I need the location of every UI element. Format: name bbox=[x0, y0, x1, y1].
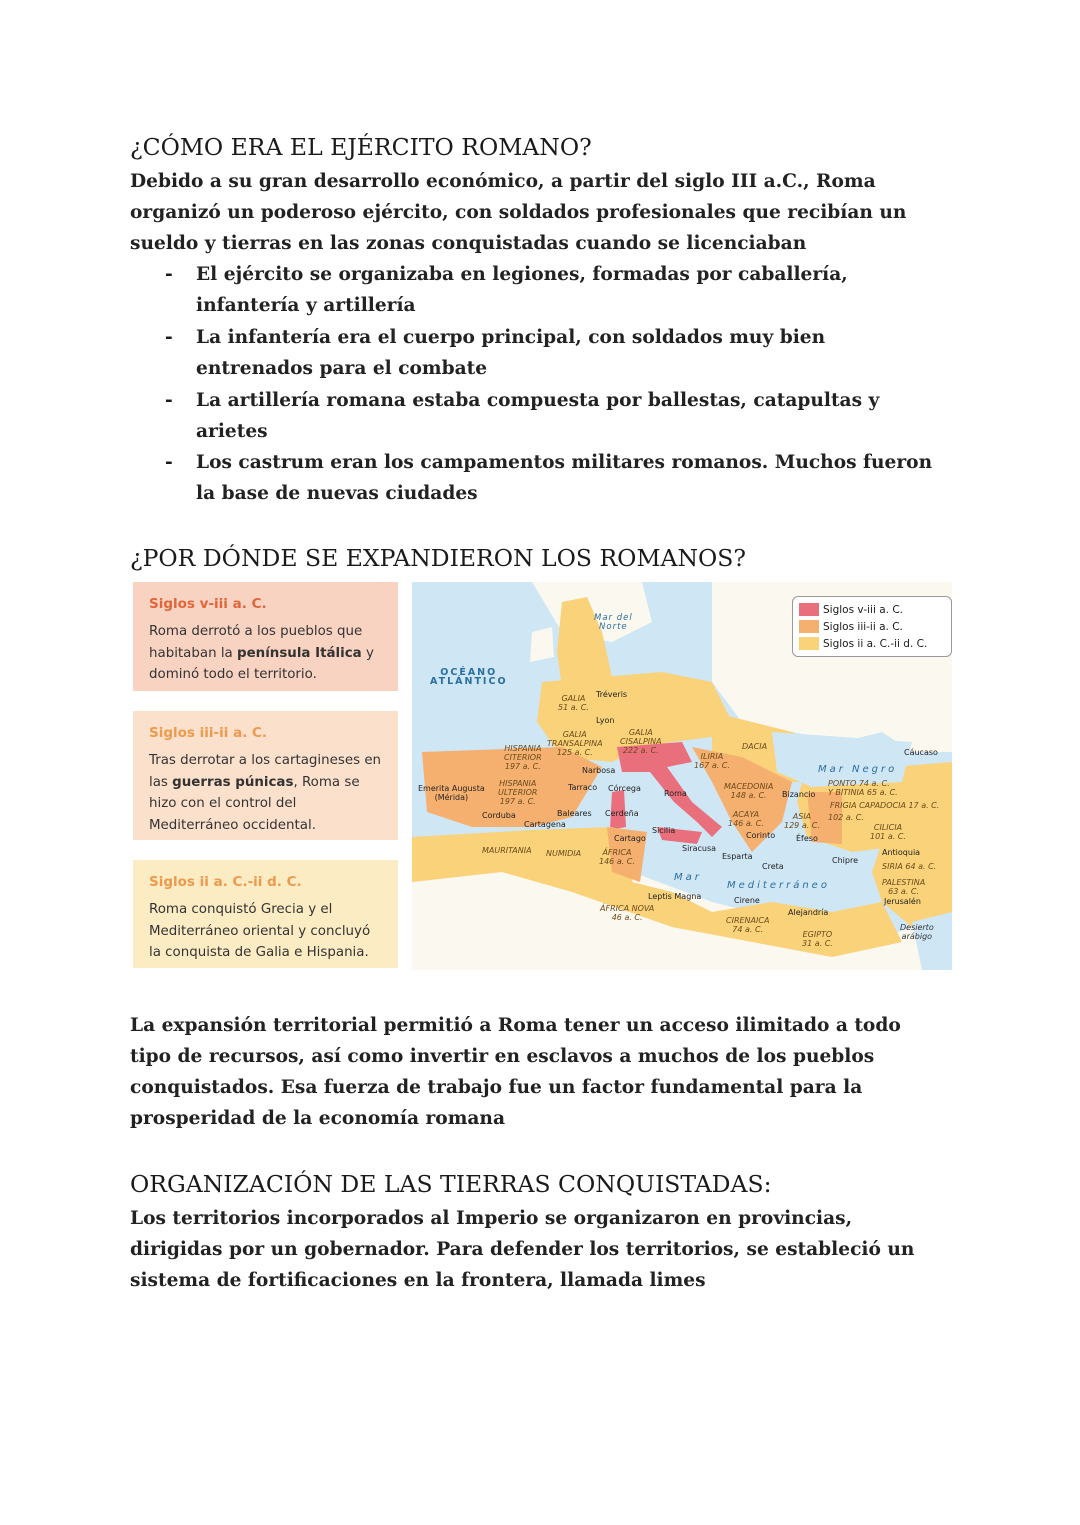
period-title: Siglos ii a. C.-ii d. C. bbox=[149, 874, 302, 890]
paragraph-line: dirigidas por un gobernador. Para defender los territorios, se estableció un bbox=[130, 1239, 915, 1260]
legend-label: Siglos v-iii a. C. bbox=[823, 603, 903, 616]
period-title: Siglos iii-ii a. C. bbox=[149, 725, 268, 741]
period-box-3 bbox=[133, 860, 398, 968]
period-text: Tras derrotar a los cartagineses en las bbox=[149, 753, 382, 790]
city-label: Bizancio bbox=[782, 790, 816, 799]
city-label: Tréveris bbox=[596, 690, 628, 699]
sea-label: Mar bbox=[674, 872, 702, 883]
city-label: Cartagena bbox=[524, 820, 566, 829]
paragraph-line: conquistados. Esa fuerza de trabajo fue un factor fundamental para la bbox=[130, 1077, 863, 1098]
city-label: Antioquia bbox=[882, 848, 921, 857]
province-label: CILICIA 101 a. C. bbox=[870, 823, 906, 841]
province-label: MAURITANIA bbox=[482, 846, 532, 855]
province-label: EGIPTO 31 a. C. bbox=[802, 930, 833, 948]
province-label: NUMIDIA bbox=[546, 849, 582, 858]
legend-swatch bbox=[799, 637, 819, 650]
province-label: GALIA 51 a. C. bbox=[558, 694, 589, 712]
province-label: PONTO 74 a. C. Y BITINIA 65 a. C. bbox=[828, 779, 898, 797]
legend-item bbox=[799, 618, 945, 635]
heading-ejercito: ¿CÓMO ERA EL EJÉRCITO ROMANO? bbox=[130, 133, 592, 161]
period-box-1 bbox=[133, 582, 398, 691]
island-label: Baleares bbox=[557, 809, 592, 818]
province-label: 102 a. C. bbox=[828, 813, 864, 822]
paragraph-line: prosperidad de la economía romana bbox=[130, 1108, 505, 1129]
bullet-dash: - bbox=[165, 327, 173, 348]
legend-item bbox=[799, 635, 945, 652]
legend-swatch bbox=[799, 603, 819, 616]
paragraph-line: sistema de fortificaciones en la frontera, llamada limes bbox=[130, 1270, 706, 1291]
province-label: SIRIA 64 a. C. bbox=[882, 862, 937, 871]
province-label: GALIA TRANSALPINA 125 a. C. bbox=[547, 730, 603, 757]
period-text: Roma conquistó Grecia y el Mediterráneo oriental y concluyó la conquista de Galia e Hispania. bbox=[149, 902, 371, 960]
province-label: ÁFRICA NOVA 46 a. C. bbox=[600, 904, 655, 922]
city-label: Roma bbox=[664, 789, 687, 798]
paragraph-line: sueldo y tierras en las zonas conquistadas cuando se licenciaban bbox=[130, 233, 807, 254]
paragraph-line: Debido a su gran desarrollo económico, a partir del siglo III a.C., Roma bbox=[130, 171, 876, 192]
bullet-text: La artillería romana estaba compuesta por ballestas, catapultas y bbox=[196, 390, 880, 411]
island-label: Cerdeña bbox=[605, 809, 639, 818]
legend-item bbox=[799, 601, 945, 618]
province-label: ILIRIA 167 a. C. bbox=[694, 752, 730, 770]
province-label: CIRENAICA 74 a. C. bbox=[726, 916, 770, 934]
region-label: Desierto arábigo bbox=[900, 923, 934, 941]
city-label: Jerusalén bbox=[884, 897, 921, 906]
ocean-label: OCÉANO ATLÁNTICO bbox=[430, 667, 508, 687]
period-text: , Roma se hizo con el control del Mediterráneo occidental. bbox=[149, 774, 360, 833]
bullet-text: El ejército se organizaba en legiones, formadas por caballería, bbox=[196, 264, 848, 285]
province-label: DACIA bbox=[742, 742, 768, 751]
period-bold: península Itálica bbox=[237, 645, 362, 661]
city-label: Cirene bbox=[734, 896, 760, 905]
bullet-dash: - bbox=[165, 390, 173, 411]
paragraph-line: organizó un poderoso ejército, con soldados profesionales que recibían un bbox=[130, 202, 907, 223]
city-label: Corinto bbox=[746, 831, 776, 840]
paragraph-line: La expansión territorial permitió a Roma tener un acceso ilimitado a todo bbox=[130, 1015, 901, 1036]
province-label: MACEDONIA 148 a. C. bbox=[724, 782, 774, 800]
bullet-dash: - bbox=[165, 452, 173, 473]
city-label: Siracusa bbox=[682, 844, 717, 853]
period-box-2 bbox=[133, 711, 398, 840]
bullet-text: entrenados para el combate bbox=[196, 358, 488, 379]
paragraph-line: tipo de recursos, así como invertir en esclavos a muchos de los pueblos bbox=[130, 1046, 875, 1067]
province-label: FRIGIA CAPADOCIA 17 a. C. bbox=[830, 801, 940, 810]
sea-label: Mar Negro bbox=[818, 764, 898, 775]
province-label: HISPANIA CITERIOR 197 a. C. bbox=[504, 744, 542, 771]
period-text: Roma derrotó a los pueblos que habitaban la bbox=[149, 624, 363, 661]
legend-label: Siglos ii a. C.-ii d. C. bbox=[823, 637, 928, 650]
island-label: Creta bbox=[762, 862, 784, 871]
bullet-text: Los castrum eran los campamentos militares romanos. Muchos fueron bbox=[196, 452, 933, 473]
province-label: HISPANIA ULTERIOR 197 a. C. bbox=[498, 779, 538, 806]
bullet-text: la base de nuevas ciudades bbox=[196, 483, 478, 504]
city-label: Esparta bbox=[722, 852, 753, 861]
heading-organizacion: ORGANIZACIÓN DE LAS TIERRAS CONQUISTADAS: bbox=[130, 1170, 772, 1198]
province-label: ASIA 129 a. C. bbox=[784, 812, 820, 830]
province-label: GALIA CISALPINA 222 a. C. bbox=[620, 728, 662, 755]
period-text: y dominó todo el territorio. bbox=[149, 645, 374, 682]
bullet-text: La infantería era el cuerpo principal, con soldados muy bien bbox=[196, 327, 826, 348]
city-label: Éfeso bbox=[796, 834, 818, 843]
province-label: ACAYA 146 a. C. bbox=[728, 810, 764, 828]
island-label: Córcega bbox=[608, 784, 641, 793]
city-label: Alejandría bbox=[788, 908, 829, 917]
city-label: Leptis Magna bbox=[648, 892, 702, 901]
bullet-text: infantería y artillería bbox=[196, 295, 416, 316]
roman-expansion-map bbox=[412, 582, 952, 970]
period-bold: guerras púnicas bbox=[172, 774, 294, 790]
legend-swatch bbox=[799, 620, 819, 633]
region-label: Cáucaso bbox=[904, 748, 938, 757]
province-label: PALESTINA 63 a. C. bbox=[882, 878, 926, 896]
city-label: Emerita Augusta (Mérida) bbox=[418, 784, 485, 802]
bullet-text: arietes bbox=[196, 421, 268, 442]
province-label: ÁFRICA 146 a. C. bbox=[599, 848, 635, 866]
sea-label: Mar del Norte bbox=[594, 613, 633, 632]
city-label: Tarraco bbox=[568, 783, 598, 792]
city-label: Narbosa bbox=[582, 766, 616, 775]
island-label: Sicilia bbox=[652, 826, 676, 835]
legend-label: Siglos iii-ii a. C. bbox=[823, 620, 903, 633]
heading-expansion: ¿POR DÓNDE SE EXPANDIERON LOS ROMANOS? bbox=[130, 544, 747, 572]
city-label: Cartago bbox=[614, 834, 646, 843]
bullet-dash: - bbox=[165, 264, 173, 285]
sea-label: Mediterráneo bbox=[727, 880, 830, 891]
period-title: Siglos v-iii a. C. bbox=[149, 596, 267, 612]
map-legend bbox=[792, 596, 952, 657]
paragraph-line: Los territorios incorporados al Imperio se organizaron en provincias, bbox=[130, 1208, 853, 1229]
island-label: Chipre bbox=[832, 856, 858, 865]
city-label: Lyon bbox=[596, 716, 615, 725]
city-label: Corduba bbox=[482, 811, 516, 820]
